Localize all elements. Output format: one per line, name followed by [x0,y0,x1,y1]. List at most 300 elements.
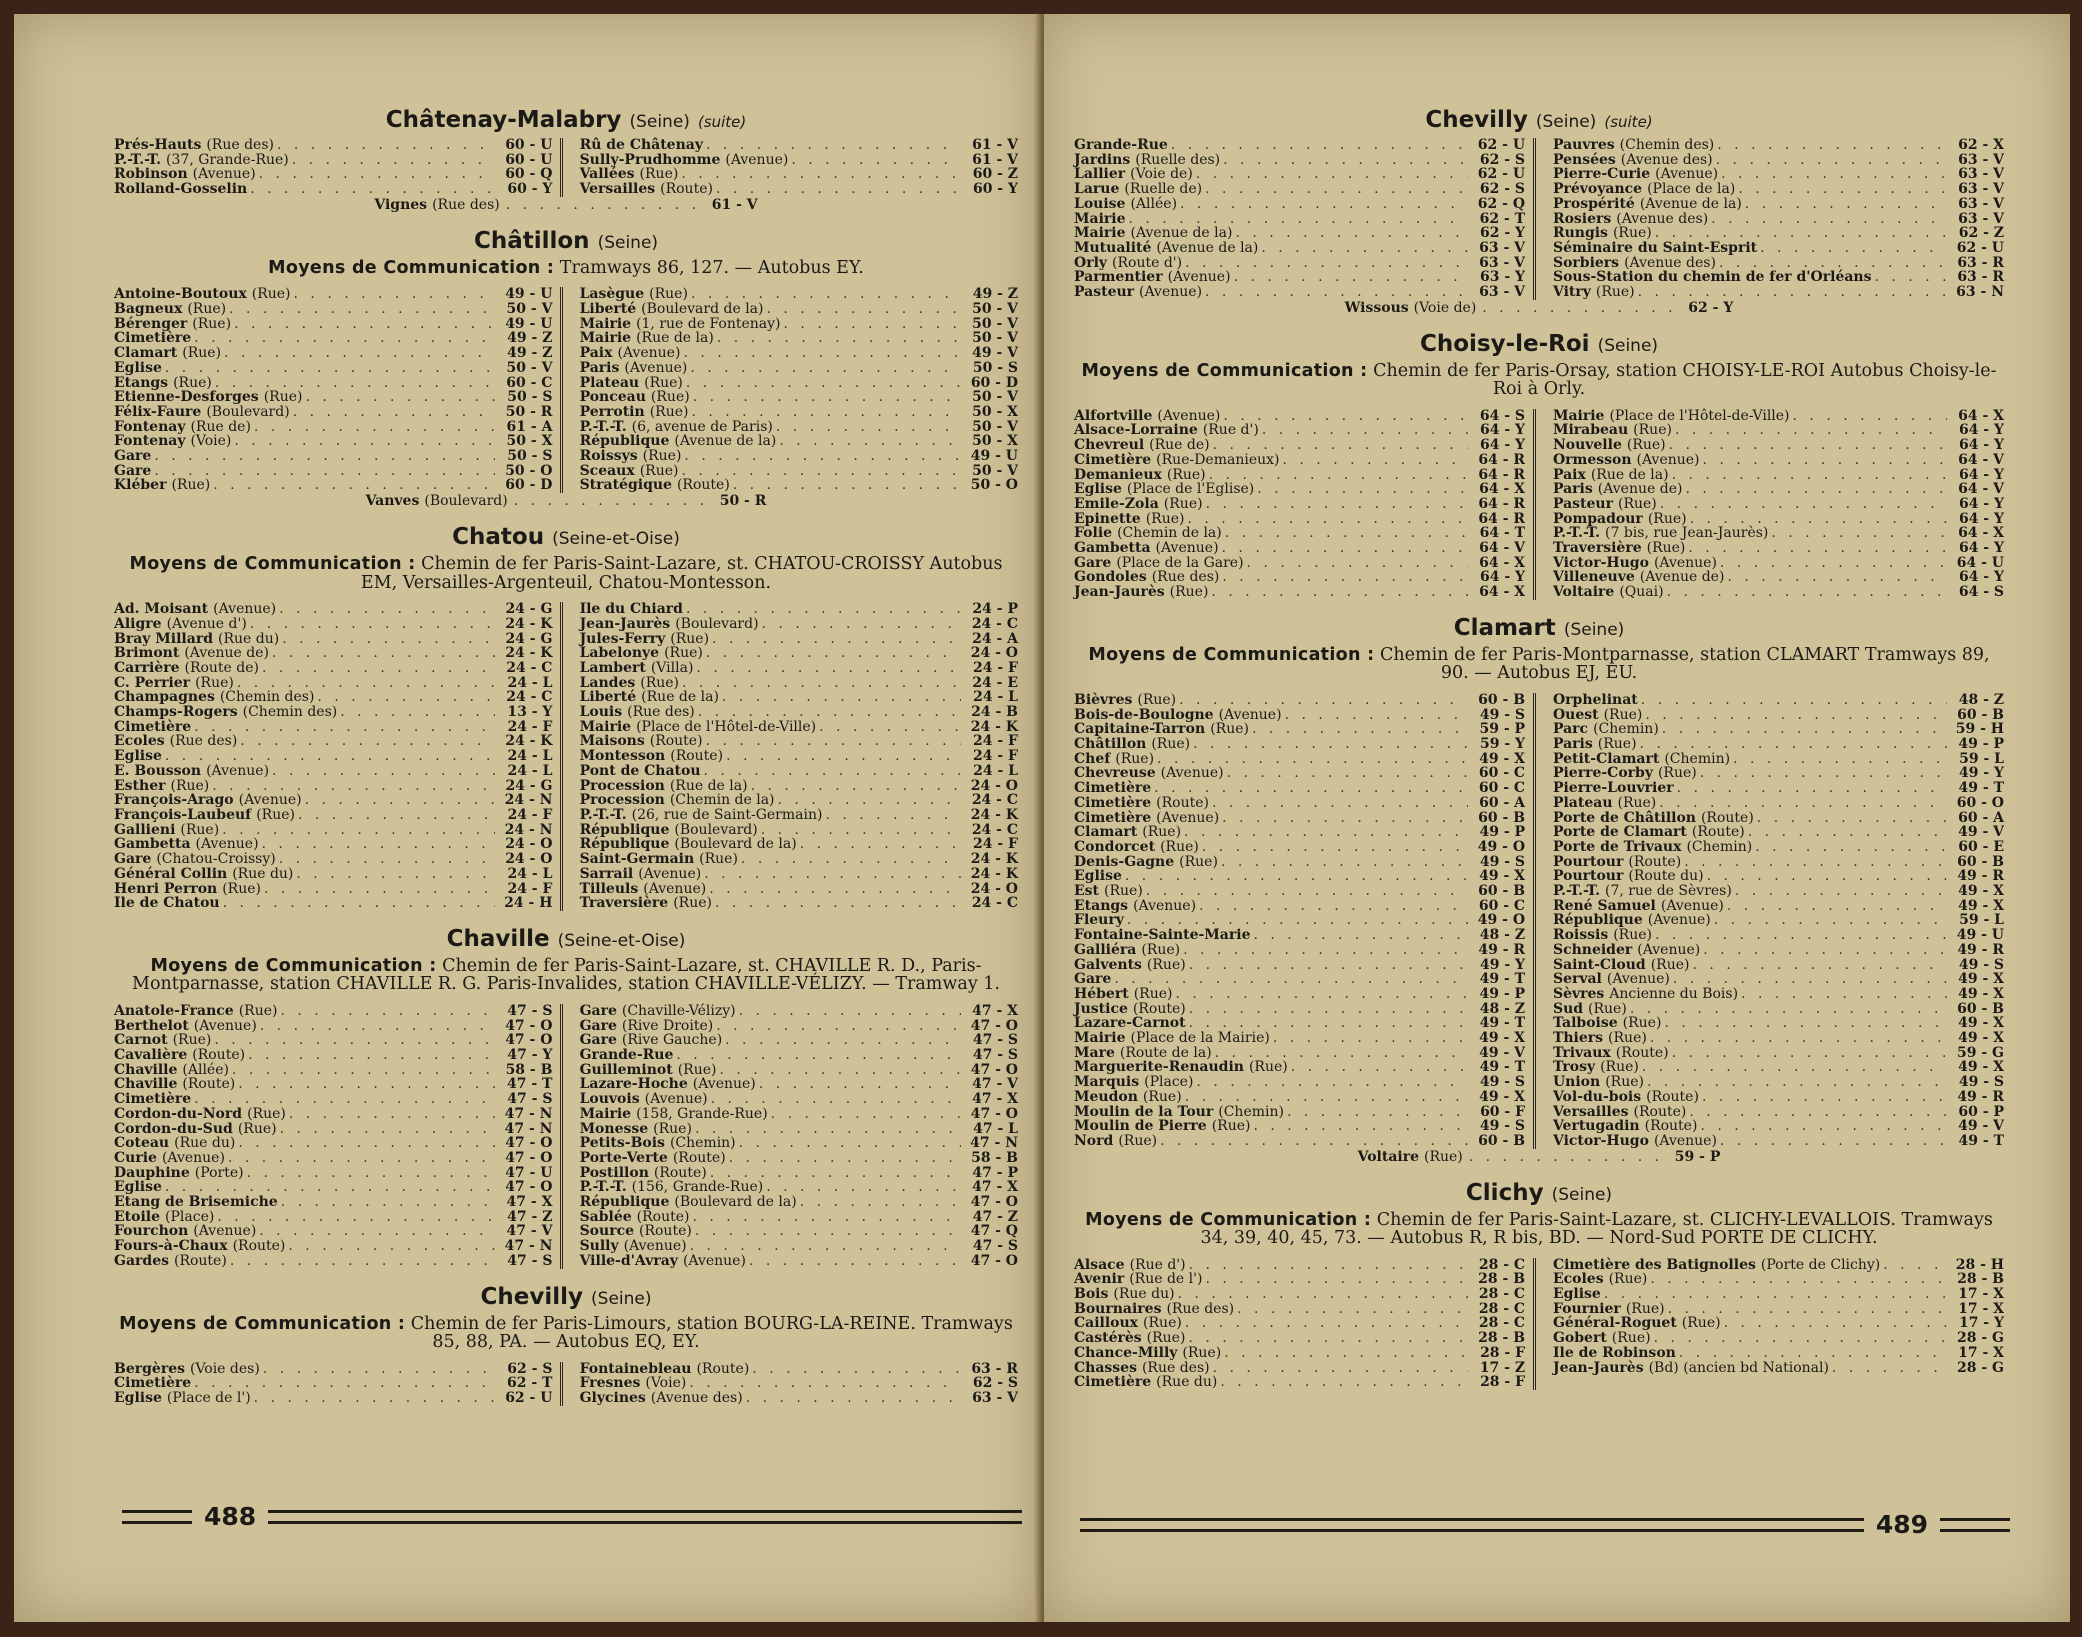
dot-leader [1223,153,1468,168]
commune-department: (Seine) [1535,112,1597,132]
dot-leader [1716,153,1947,168]
street-name: Vertugadin [1552,1118,1640,1135]
street-name: P.-T.-T. [114,151,162,168]
street-qualifier: (Avenue) [238,792,302,809]
street-name: Avenir [1074,1271,1125,1288]
street-qualifier: (Rue des) [1166,1300,1235,1317]
street-entry [1074,541,1525,556]
street-qualifier: (Rue) [1424,1148,1463,1165]
street-name: Procession [579,792,665,809]
street-qualifier: (Route) [1644,1118,1698,1135]
dot-leader [234,317,495,332]
map-reference: 49 - X [1958,897,2004,914]
street-entry [580,1254,1018,1269]
street-name: Prospérité [1552,195,1635,212]
street-entry [1553,1272,2004,1287]
map-reference: 60 - A [1958,809,2004,826]
street-qualifier: (Rue-Demanieux) [1156,451,1280,468]
street-qualifier: (37, Grande-Rue) [166,151,289,168]
street-name: Larue [1074,181,1120,198]
map-reference: 47 - P [972,1164,1018,1181]
map-reference: 62 - S [507,1360,553,1377]
street-entry [580,1063,1018,1078]
map-reference: 47 - T [506,1076,553,1093]
street-entry [114,1019,552,1034]
dot-leader [698,705,961,720]
map-reference: 47 - O [505,1032,553,1049]
street-qualifier: (Boulevard de la) [674,836,797,853]
street-name: Ponceau [579,389,646,406]
dot-leader [695,1224,961,1239]
street-name: Pourtour [1552,868,1624,885]
street-name: Chef [1074,750,1111,767]
street-entry [114,676,552,691]
street-column [1553,693,2004,1149]
street-qualifier: (Rue) [1179,853,1218,870]
street-qualifier: (Rue) [1146,1330,1186,1347]
street-qualifier: (Rue) [1646,540,1686,557]
map-reference: 62 - Q [1477,195,1526,212]
dot-leader [800,837,961,852]
dot-leader [749,1254,961,1269]
street-qualifier: (Avenue) [624,359,688,376]
street-qualifier: (Route du) [1628,868,1704,885]
street-entry [1553,884,2004,899]
street-name: Berthelot [114,1017,189,1034]
street-entry [1553,796,2004,811]
street-qualifier: (Rue) [649,403,689,420]
street-qualifier: (7, rue de Sèvres) [1605,883,1732,900]
street-entry [1553,285,2004,300]
street-qualifier: (Avenue) [1139,284,1203,301]
map-reference: 50 - X [972,403,1018,420]
street-qualifier: (Rue du) [1156,1374,1218,1391]
street-name: Eglise [114,748,162,765]
map-reference: 49 - R [1957,1088,2004,1105]
map-reference: 60 - C [1478,780,1526,797]
street-qualifier: (Route) [670,748,724,765]
street-entry [1074,737,1525,752]
transport-info [1074,362,2004,399]
street-qualifier: (Voie) [190,433,232,450]
street-entry [1074,1134,1525,1149]
street-qualifier: (Route) [696,1360,750,1377]
map-reference: 49 - Z [507,345,553,362]
street-entry [580,852,1018,867]
street-qualifier: (Boulevard de la) [641,301,764,318]
street-qualifier: (Avenue) [1218,706,1282,723]
map-reference: 24 - K [505,645,553,662]
street-name: Prés-Hauts [114,137,202,153]
street-qualifier: (Route) [173,1252,227,1269]
street-entry [1074,869,1525,884]
map-reference: 47 - U [505,1164,553,1181]
street-name: Orphelinat [1552,691,1638,708]
dot-leader [1188,1331,1468,1346]
street-qualifier: (Avenue) [1160,765,1224,782]
street-entry [1074,301,2004,316]
street-qualifier: (Avenue) [692,1076,756,1093]
street-name: Ile de Robinson [1552,1344,1676,1361]
street-entry [1553,1302,2004,1317]
map-reference: 24 - K [970,807,1018,823]
dot-leader [213,478,495,493]
map-reference: 64 - V [1479,540,1526,557]
street-name: Mare [1074,1044,1115,1061]
transport-label: Moyens de Communication : [129,554,416,575]
street-entry [1074,752,1525,767]
map-reference: 60 - U [505,151,553,168]
street-qualifier: (Rue) [1151,735,1191,752]
street-name: Ouest [1552,706,1599,723]
street-entry [1074,497,1525,512]
street-name: Fours-à-Chaux [114,1238,228,1255]
street-qualifier: (Rue) [1133,985,1173,1002]
street-entry [114,478,552,493]
street-name: Ile de Chatou [114,895,220,912]
street-name: Versailles [579,181,656,198]
street-entry [114,494,1018,509]
street-entry [114,1254,552,1269]
street-entry [114,1122,552,1137]
map-reference: 60 - P [1958,1103,2004,1120]
dot-leader [1222,811,1468,826]
street-qualifier: (Avenue) [623,1238,687,1255]
street-entry [1553,167,2004,182]
street-entry [1553,928,2004,943]
street-name: Labelonye [579,645,660,662]
map-reference: 24 - N [504,821,553,838]
dot-leader [779,434,961,449]
dot-leader [752,1362,961,1377]
street-name: République [579,1194,670,1211]
street-entry [580,1195,1018,1210]
street-entry [580,1391,1018,1406]
street-qualifier: (Place) [165,1208,215,1225]
street-entry [114,167,552,182]
map-reference: 47 - N [504,1238,553,1255]
map-reference: 47 - S [507,1002,553,1019]
dot-leader [1222,570,1468,585]
dot-leader [1655,928,1947,943]
street-column [114,138,563,197]
dot-leader [1185,1316,1468,1331]
dot-leader [272,646,495,661]
dot-leader [1129,212,1469,227]
dot-leader [693,1210,962,1225]
map-reference: 24 - P [972,601,1018,618]
map-reference: 60 - F [1480,1103,1526,1120]
map-reference: 24 - C [971,792,1018,809]
commune-section [114,925,1018,1269]
street-qualifier: (Route) [676,477,730,494]
street-name: Perrotin [579,403,645,420]
dot-leader [217,1210,495,1225]
dot-leader [1757,811,1947,826]
street-name: Gambetta [1074,540,1151,557]
map-reference: 60 - Q [505,166,553,183]
commune-department: (Seine-et-Oise) [557,930,686,951]
street-entry [580,1122,1018,1137]
street-entry [114,1376,552,1391]
street-name: P.-T.-T. [579,1179,627,1196]
dot-leader [1719,256,1947,271]
street-qualifier: (Rue du) [217,630,280,647]
dot-leader [1677,781,1947,796]
street-name: Sully-Prudhomme [579,151,721,168]
dot-leader [272,764,495,779]
map-reference: 60 - B [1478,883,1526,900]
dot-leader [696,661,961,676]
street-entry [1553,526,2004,541]
street-qualifier: (Place de la) [1647,181,1736,198]
street-name: Traversière [1552,540,1642,557]
transport-label: Moyens de Communication : [150,955,437,976]
street-name: Landes [579,674,636,691]
street-qualifier: (Voie de) [1130,166,1193,183]
street-entry [114,837,552,852]
street-index-columns [1074,409,2004,600]
street-entry [114,464,552,479]
map-reference: 62 - U [1956,239,2004,256]
dot-leader [232,1063,495,1078]
dot-leader [1745,197,1947,212]
map-reference: 28 - H [1955,1256,2004,1273]
dot-leader [759,1077,961,1092]
street-name: Emile-Zola [1074,495,1159,512]
dot-leader [722,690,961,705]
street-name: Fontenay [114,433,186,450]
street-name: Mirabeau [1552,422,1629,439]
map-reference: 49 - V [1958,824,2004,841]
map-reference: 28 - C [1478,1286,1526,1303]
dot-leader [1205,1272,1468,1287]
street-name: Chevreuse [1074,765,1156,782]
map-reference: 60 - A [1479,794,1526,811]
street-name: Louis [579,704,623,721]
dot-leader [682,676,961,691]
street-entry [114,1004,552,1019]
dot-leader [1640,737,1947,752]
dot-leader [681,464,961,479]
map-reference: 62 - X [1958,137,2004,153]
map-reference: 59 - L [1959,912,2004,929]
map-reference: 63 - V [1958,181,2004,198]
street-entry [580,1239,1018,1254]
dot-leader [1211,585,1468,600]
map-reference: 63 - V [1958,210,2004,227]
street-entry [114,287,552,302]
street-name: Bray Millard [114,630,213,647]
street-name: Jean-Jaurès [1074,584,1165,601]
map-reference: 24 - B [971,704,1018,721]
map-reference: 24 - C [971,821,1018,838]
dot-leader [223,896,496,911]
street-entry [580,602,1018,617]
street-name: Gare [1074,554,1112,571]
street-qualifier: (Rue de la) [669,777,748,794]
dot-leader [247,1166,496,1181]
map-reference: 24 - K [505,733,553,750]
map-reference: 60 - C [506,374,553,391]
transport-label: Moyens de Communication : [1085,1209,1372,1230]
street-name: Petits-Bois [579,1135,665,1152]
dot-leader [695,1122,961,1137]
dot-leader [194,1376,495,1391]
street-name: Glycines [579,1389,646,1406]
street-entry [1553,585,2004,600]
street-name: Sarrail [579,865,634,882]
dot-leader [691,287,961,302]
street-name: Gambetta [114,836,191,853]
street-qualifier: (Avenue) [1167,269,1231,286]
street-qualifier: (Rue) [170,777,210,794]
dot-leader [762,617,961,632]
dot-leader [1482,301,1682,316]
dot-leader [1287,1105,1468,1120]
street-entry [1074,972,1525,987]
street-entry [580,1092,1018,1107]
street-name: Eglise [114,359,162,376]
street-name: Pierre-Curie [1552,166,1651,183]
transport-details: Chemin de fer Paris-Saint-Lazare, st. CLICHY-LEVALLOIS. Tramways 34, 39, 40, 45, 73. — Autobus R, R bis, BD. — Nord-Sud PORTE DE CLICHY. [1200,1209,1993,1249]
dot-leader [1650,1031,1947,1046]
commune-name: Châtillon [473,227,590,254]
street-entry [1553,855,2004,870]
street-entry [580,1151,1018,1166]
street-qualifier: (Avenue) [1647,912,1711,929]
map-reference: 24 - K [970,865,1018,882]
map-reference: 49 - X [1479,750,1526,767]
map-reference: 49 - R [1957,868,2004,885]
dot-leader [263,1362,496,1377]
street-name: Chaville [114,1061,178,1078]
street-name: Pasteur [1074,284,1135,301]
street-qualifier: (Rue) [1605,1074,1644,1091]
map-reference: 63 - V [972,1389,1018,1406]
street-name: Saint-Germain [579,851,695,868]
street-name: Pasteur [1552,495,1613,512]
street-name: Wissous [1344,299,1409,316]
map-reference: 62 - S [1479,181,1526,198]
street-name: Jardins [1074,151,1131,168]
map-reference: 47 - S [972,1047,1018,1064]
dot-leader [1717,138,1947,153]
street-qualifier: (Boulevard de la) [674,1194,797,1211]
transport-info [114,957,1018,994]
street-entry [1074,825,1525,840]
street-qualifier: (Avenue) [193,1017,257,1034]
dot-leader [1189,1016,1468,1031]
street-entry [1553,556,2004,571]
street-qualifier: (Rue d') [1202,422,1259,439]
street-name: Voltaire [1552,584,1615,601]
dot-leader [1793,409,1947,424]
map-reference: 63 - V [1958,195,2004,212]
dot-leader [280,1122,496,1137]
commune-name: Chevilly [480,1283,583,1310]
dot-leader [1205,285,1468,300]
street-qualifier: (Rue) [1597,735,1637,752]
street-entry [114,449,552,464]
dot-leader [224,346,495,361]
dot-leader [1679,1346,1947,1361]
street-name: Mairie [579,1105,632,1122]
street-name: Alfortville [1074,407,1153,424]
street-qualifier: (Rue) [1104,883,1143,900]
dot-leader [1257,482,1468,497]
dot-leader [317,690,495,705]
street-entry [114,405,552,420]
left-page-content [114,106,1018,1420]
street-entry [580,1107,1018,1122]
street-name: Pierre-Corby [1552,765,1653,782]
dot-leader [238,1136,495,1151]
dot-leader [1669,438,1947,453]
street-qualifier: (Chemin de la) [1117,525,1222,542]
map-reference: 28 - C [1478,1256,1526,1273]
street-name: Moulin de la Tour [1074,1103,1214,1120]
street-name: Jules-Ferry [579,630,666,647]
dot-leader [238,1077,495,1092]
street-qualifier: (Avenue de la) [1130,225,1233,242]
map-reference: 49 - Z [507,330,553,347]
street-entry [1553,869,2004,884]
street-name: Anatole-France [114,1002,234,1019]
street-name: Pauvres [1552,137,1615,153]
street-name: Trosy [1552,1059,1596,1076]
street-name: Eglise [114,1389,162,1406]
dot-leader [791,153,961,168]
map-reference: 24 - F [507,807,553,823]
street-entry [1074,811,1525,826]
street-entry [580,464,1018,479]
street-name: Liberté [579,689,637,706]
dot-leader [710,1166,961,1181]
map-reference: 49 - S [1958,1074,2004,1091]
street-name: Cimetière [1074,1374,1152,1391]
street-entry [1553,1075,2004,1090]
street-entry [1074,958,1525,973]
street-qualifier: (Avenue d') [166,615,247,632]
dot-leader [1689,1105,1947,1120]
street-index-columns [114,602,1018,911]
map-reference: 59 - L [1959,750,2004,767]
dot-leader [1642,1060,1947,1075]
map-reference: 63 - V [1958,166,2004,183]
street-name: Sous-Station du chemin de fer d'Orléans [1552,269,1872,286]
street-entry [1074,796,1525,811]
dot-leader [1727,570,1947,585]
dot-leader [1146,884,1468,899]
map-reference: 50 - R [719,493,767,510]
street-qualifier: (Rue) [173,374,212,391]
dot-leader [709,882,961,897]
dot-leader [1673,972,1947,987]
street-qualifier: (Rue) [1617,794,1657,811]
dot-leader [1222,541,1469,556]
dot-leader [259,1224,495,1239]
dot-leader [262,837,496,852]
street-name: Fontaine-Sainte-Marie [1074,927,1251,944]
street-entry [580,317,1018,332]
street-entry [1074,453,1525,468]
street-entry [1074,722,1525,737]
dot-leader [1738,182,1947,197]
street-name: Gondoles [1074,569,1147,586]
street-entry [1553,570,2004,585]
map-reference: 58 - B [971,1149,1018,1166]
